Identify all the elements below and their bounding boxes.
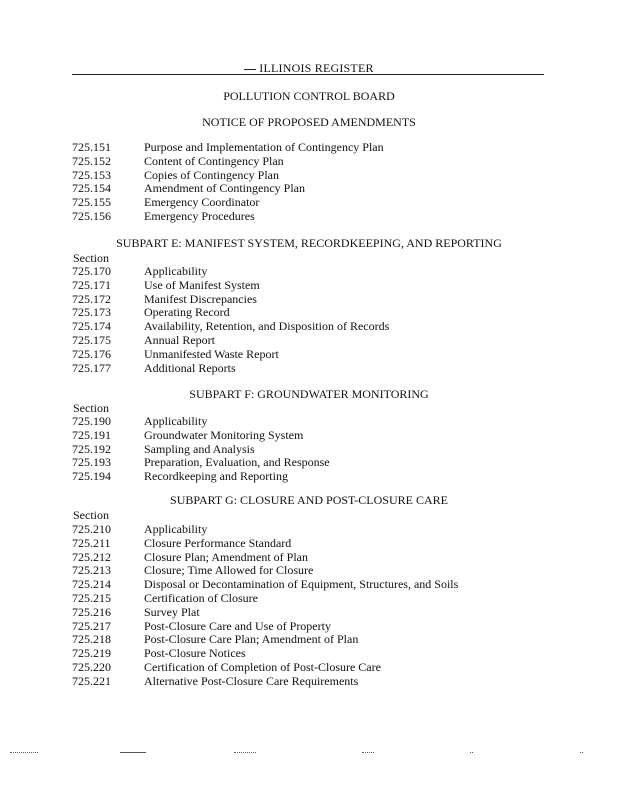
section-title: Survey Plat	[144, 604, 200, 619]
section-row	[72, 550, 308, 564]
section-row	[72, 347, 279, 361]
header-dash	[244, 69, 256, 70]
section-number: 725.156	[72, 209, 111, 223]
section-number: 725.171	[72, 277, 111, 292]
board-name: POLLUTION CONTROL BOARD	[223, 89, 395, 103]
section-number: 725.174	[72, 319, 111, 334]
section-row	[72, 361, 236, 375]
section-number: 725.176	[72, 346, 111, 361]
section-title: Copies of Contingency Plan	[144, 167, 279, 182]
section-title: Certification of Completion of Post-Closure Care	[144, 660, 381, 674]
section-title: Post-Closure Notices	[144, 646, 246, 661]
section-row	[72, 536, 291, 550]
section-number: 725.151	[72, 140, 111, 154]
section-title: Closure; Time Allowed for Closure	[144, 563, 314, 578]
section-title: Post-Closure Care Plan; Amendment of Plan	[144, 632, 359, 647]
section-column-label: Section	[73, 508, 109, 522]
section-number: 725.191	[72, 427, 111, 442]
section-row	[72, 619, 331, 633]
section-title: Groundwater Monitoring System	[144, 427, 304, 442]
section-row	[72, 305, 230, 319]
section-number: 725.173	[72, 305, 111, 320]
scan-artifact	[10, 752, 38, 753]
section-number: 725.221	[72, 673, 111, 688]
section-row	[72, 168, 279, 182]
section-number: 725.193	[72, 455, 111, 470]
section-row	[72, 181, 305, 195]
section-title: Content of Contingency Plan	[144, 153, 284, 168]
section-row	[72, 674, 358, 688]
section-title: Sampling and Analysis	[144, 441, 255, 456]
section-number: 725.212	[72, 549, 111, 564]
section-number: 725.194	[72, 469, 111, 484]
section-title: Recordkeeping and Reporting	[144, 469, 288, 484]
scan-artifact	[580, 752, 583, 753]
section-row	[72, 195, 259, 209]
section-row	[72, 660, 381, 674]
section-row	[72, 333, 215, 347]
section-title: Emergency Coordinator	[144, 195, 260, 210]
section-title: Unmanifested Waste Report	[144, 346, 279, 361]
section-title: Emergency Procedures	[144, 209, 255, 223]
section-title: Alternative Post-Closure Care Requirements	[144, 673, 359, 688]
section-row	[72, 442, 255, 456]
section-number: 725.172	[72, 291, 111, 306]
notice-title: NOTICE OF PROPOSED AMENDMENTS	[202, 115, 416, 129]
scan-artifact	[120, 752, 146, 753]
section-row	[72, 469, 288, 483]
section-row	[72, 632, 358, 646]
section-row	[72, 455, 330, 469]
section-row	[72, 292, 257, 306]
section-title: Preparation, Evaluation, and Response	[144, 455, 330, 470]
section-number: 725.152	[72, 153, 111, 168]
subpart-heading: SUBPART G: CLOSURE AND POST-CLOSURE CARE	[170, 493, 448, 507]
section-number: 725.190	[72, 414, 111, 428]
section-title: Closure Plan; Amendment of Plan	[144, 549, 308, 564]
section-title: Applicability	[144, 264, 208, 278]
section-row	[72, 563, 313, 577]
section-row	[72, 522, 207, 536]
section-title: Annual Report	[144, 333, 215, 347]
section-title: Manifest Discrepancies	[144, 291, 257, 306]
section-title: Purpose and Implementation of Contingency Plan	[144, 140, 384, 154]
section-number: 725.154	[72, 181, 111, 196]
section-row	[72, 591, 258, 605]
section-number: 725.220	[72, 660, 111, 674]
section-row	[72, 209, 255, 223]
scan-artifact	[470, 752, 473, 753]
section-row	[72, 428, 303, 442]
section-row	[72, 414, 207, 428]
section-number: 725.211	[72, 535, 111, 550]
section-number: 725.214	[72, 577, 111, 592]
section-title: Applicability	[144, 522, 208, 536]
section-column-label: Section	[73, 401, 109, 415]
scan-artifact	[362, 752, 374, 753]
section-number: 725.153	[72, 167, 111, 182]
section-title: Certification of Closure	[144, 591, 258, 605]
section-title: Operating Record	[144, 305, 230, 320]
header-rule	[72, 74, 544, 75]
section-number: 725.177	[72, 360, 111, 375]
section-number: 725.210	[72, 522, 111, 536]
scan-artifact	[234, 752, 256, 753]
section-title: Post-Closure Care and Use of Property	[144, 618, 331, 633]
section-number: 725.213	[72, 563, 111, 578]
section-title: Availability, Retention, and Disposition of Records	[144, 319, 390, 334]
section-number: 725.192	[72, 441, 111, 456]
section-title: Applicability	[144, 414, 208, 428]
section-row	[72, 140, 384, 154]
section-number: 725.216	[72, 604, 111, 619]
subpart-heading: SUBPART E: MANIFEST SYSTEM, RECORDKEEPING, AND REPORTING	[116, 236, 502, 250]
section-row	[72, 577, 458, 591]
section-title: Additional Reports	[144, 360, 236, 375]
section-column-label: Section	[73, 251, 109, 265]
section-title: Use of Manifest System	[144, 277, 260, 292]
section-number: 725.219	[72, 646, 111, 661]
section-number: 725.155	[72, 195, 111, 210]
section-number: 725.217	[72, 618, 111, 633]
section-row	[72, 646, 246, 660]
section-row	[72, 319, 389, 333]
section-number: 725.175	[72, 333, 111, 347]
section-row	[72, 278, 260, 292]
section-row	[72, 605, 200, 619]
section-title: Amendment of Contingency Plan	[144, 181, 305, 196]
subpart-heading: SUBPART F: GROUNDWATER MONITORING	[189, 387, 429, 401]
section-title: Closure Performance Standard	[144, 535, 292, 550]
section-number: 725.218	[72, 632, 111, 647]
section-number: 725.170	[72, 264, 111, 278]
section-row	[72, 264, 207, 278]
section-row	[72, 154, 284, 168]
section-number: 725.215	[72, 591, 111, 605]
section-title: Disposal or Decontamination of Equipment, Structures, and Soils	[144, 577, 459, 592]
register-title: ILLINOIS REGISTER	[259, 61, 374, 75]
